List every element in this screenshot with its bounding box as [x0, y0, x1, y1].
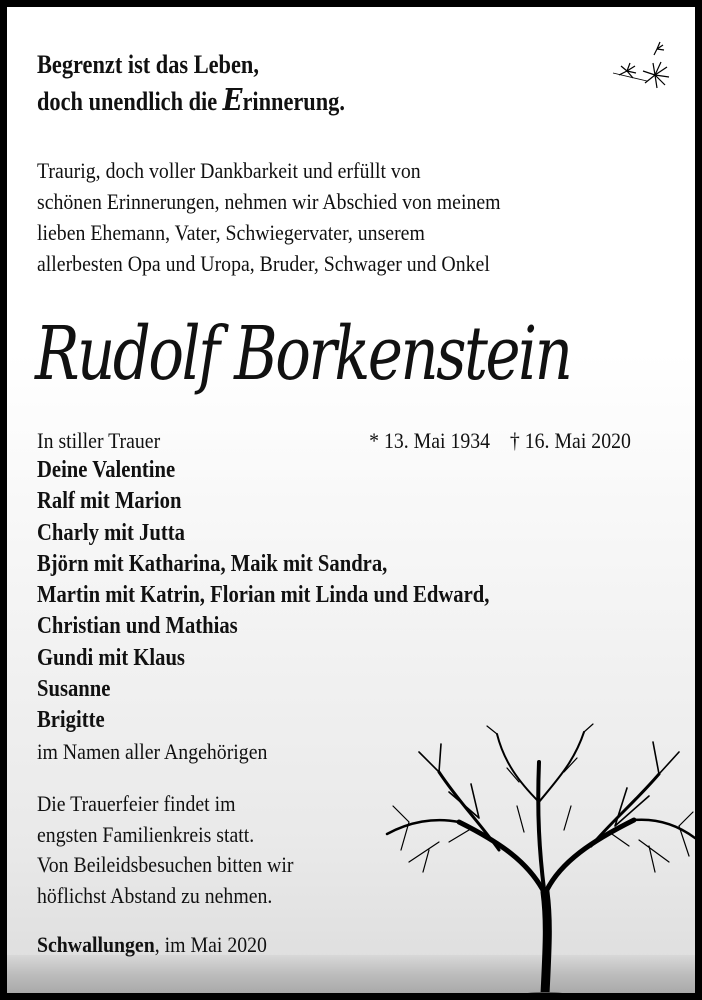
place-date-text: , im Mai 2020 [154, 932, 267, 957]
intro-text [37, 155, 501, 279]
mourner-entry: Christian und Mathias [37, 613, 238, 640]
ceremony-line: Die Trauerfeier findet im [37, 791, 236, 816]
ceremony-line: höflichst Abstand zu nehmen. [37, 882, 273, 908]
mourner-entry: Martin mit Katrin, Florian mit Linda und Edward, [37, 582, 490, 609]
mourner-entry: Charly mit Jutta [37, 519, 185, 546]
ceremony-line: Von Beileidsbesuchen bitten wir [37, 852, 294, 877]
mourner-entry: Ralf mit Marion [37, 488, 182, 515]
intro-line: lieben Ehemann, Vater, Schwiegervater, unserem [37, 220, 425, 245]
bare-tree-icon [379, 722, 699, 1000]
motto-line-2-prefix: doch unendlich die [37, 87, 223, 116]
motto-line-2-rest: rinnerung. [242, 87, 345, 116]
mourner-entry: Deine Valentine [37, 457, 176, 483]
birth-date: * 13. Mai 1934 [369, 428, 491, 453]
mourner-entry: Brigitte [37, 707, 105, 734]
ceremony-text [37, 789, 293, 911]
mourner-entry: Susanne [37, 676, 111, 703]
intro-line: schönen Erinnerungen, nehmen wir Abschied von meinem [37, 189, 501, 214]
ceremony-line: engsten Familienkreis statt. [37, 821, 255, 847]
mourning-closing: im Namen aller Angehörigen [37, 739, 268, 764]
motto-initial: E [222, 83, 243, 118]
intro-line: Traurig, doch voller Dankbarkeit und erfüllt von [37, 158, 421, 183]
place-town: Schwallungen [37, 932, 155, 957]
motto [37, 47, 345, 120]
motto-line-1: Begrenzt ist das Leben, [37, 50, 259, 79]
death-date: † 16. Mai 2020 [509, 428, 631, 453]
life-dates [369, 425, 631, 456]
motto-line-2 [37, 83, 345, 120]
deceased-name: Rudolf Borkenstein [35, 311, 571, 397]
mourner-entry: Björn mit Katharina, Maik mit Sandra, [37, 550, 388, 577]
dandelion-seeds-icon [607, 41, 679, 93]
mourner-entry: Gundi mit Klaus [37, 644, 185, 671]
mourners-list [37, 455, 489, 737]
intro-line: allerbesten Opa und Uropa, Bruder, Schwager und Onkel [37, 251, 490, 276]
place-date [37, 929, 267, 960]
mourning-heading: In stiller Trauer [37, 428, 161, 453]
